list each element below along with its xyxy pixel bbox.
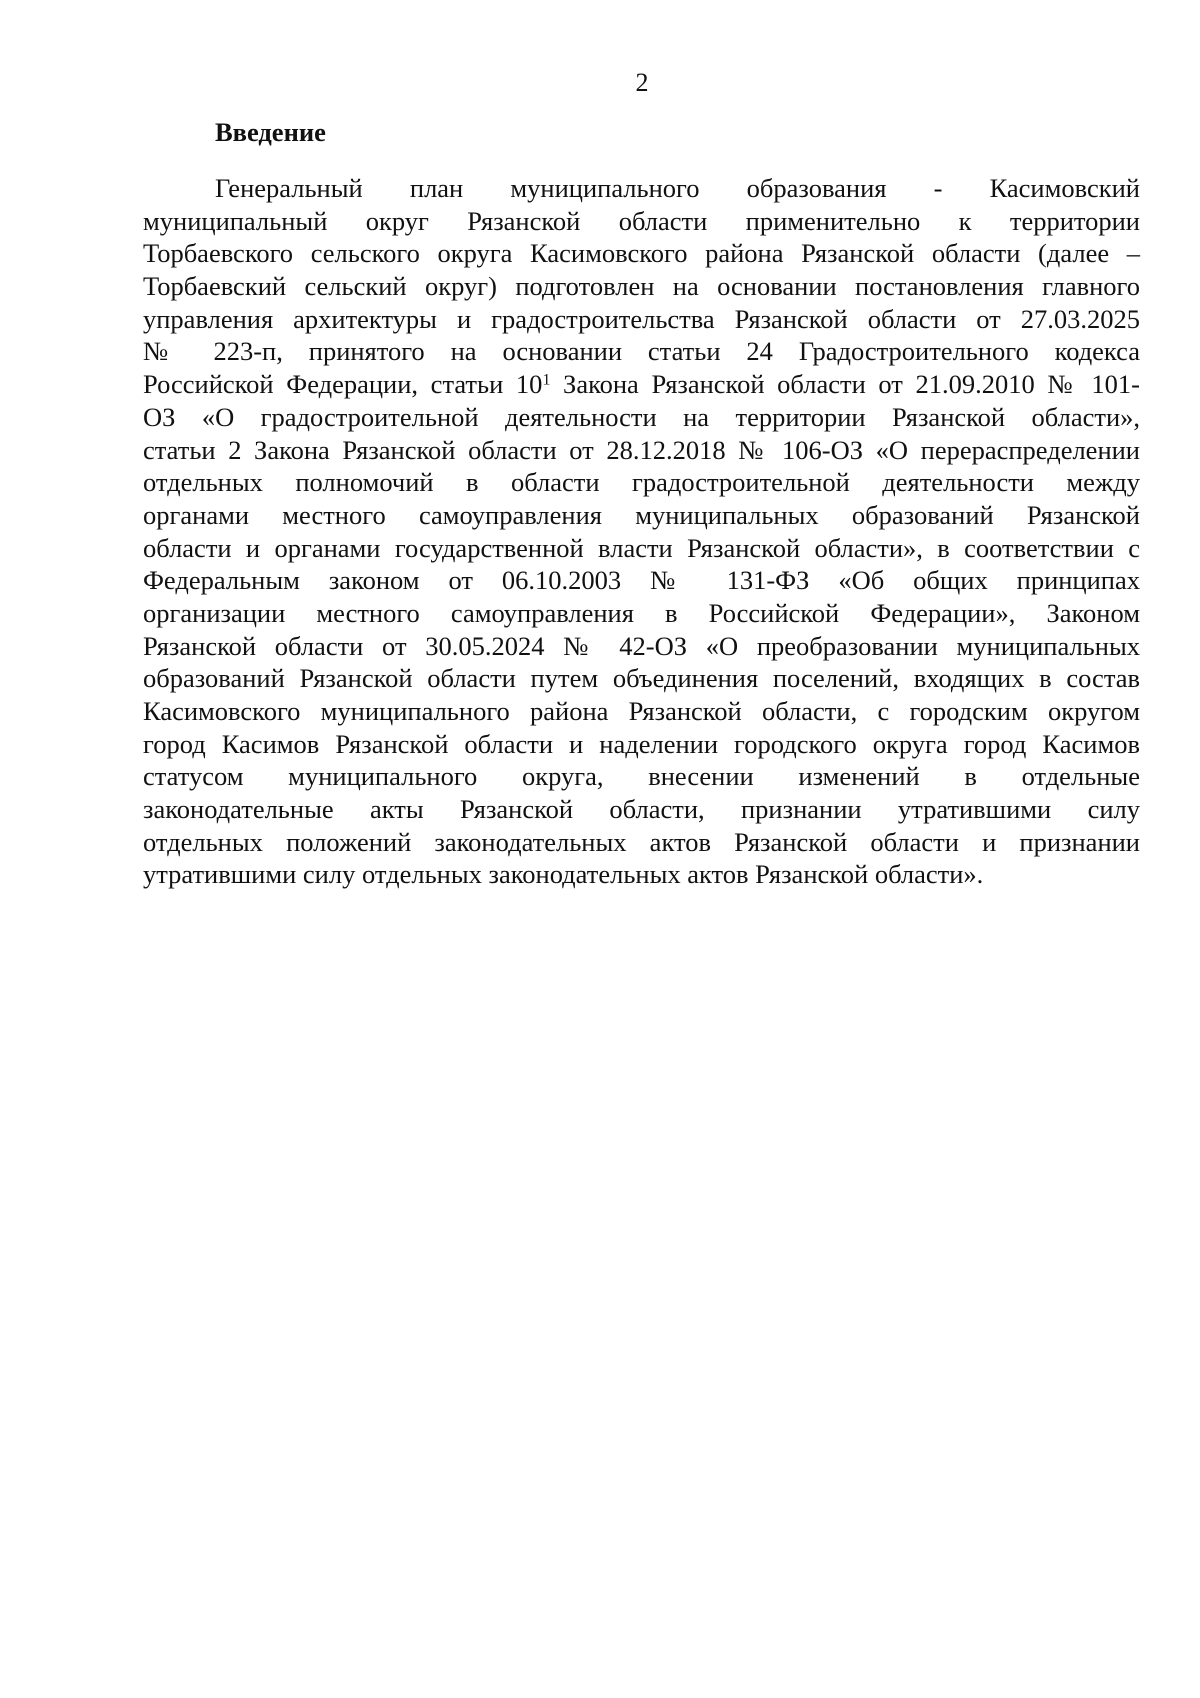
paragraph-line: области и органами государственной власти Рязанской области», в соответствии с (143, 532, 1140, 563)
paragraph-line (143, 368, 1140, 401)
paragraph-line: организации местного самоуправления в Российской Федерации», Законом (143, 597, 1140, 628)
paragraph-line: Рязанской области от 30.05.2024 № 42-ОЗ «О преобразовании муниципальных (143, 630, 1140, 661)
paragraph-line: Федеральным законом от 06.10.2003 № 131-ФЗ «Об общих принципах (143, 565, 1140, 596)
paragraph-line: законодательные акты Рязанской области, признании утратившими силу (143, 794, 1140, 825)
paragraph-line: статусом муниципального округа, внесении изменений в отдельные (143, 761, 1140, 792)
superscript: 1 (542, 371, 551, 389)
paragraph-line: органами местного самоуправления муниципальных образований Рязанской (143, 499, 1140, 530)
introduction-paragraph (143, 172, 1140, 891)
paragraph-line: Генеральный план муниципального образования - Касимовский (215, 173, 1140, 203)
paragraph-line: отдельных полномочий в области градостроительной деятельности между (143, 467, 1140, 498)
paragraph-line: № 223-п, принятого на основании статьи 24 Градостроительного кодекса (143, 336, 1140, 367)
paragraph-line: управления архитектуры и градостроительства Рязанской области от 27.03.2025 (143, 303, 1140, 334)
paragraph-line: Торбаевского сельского округа Касимовского района Рязанской области (далее – (143, 238, 1140, 269)
line-text: Российской Федерации, статьи 10 (143, 369, 543, 400)
page-number: 2 (635, 68, 649, 97)
section-heading: Введение (215, 117, 326, 147)
paragraph-line: ОЗ «О градостроительной деятельности на территории Рязанской области», (143, 401, 1140, 432)
paragraph-line: образований Рязанской области путем объединения поселений, входящих в состав (143, 663, 1140, 694)
line-text: Закона Рязанской области от 21.09.2010 № 101- (550, 369, 1140, 400)
paragraph-line: Торбаевский сельский округ) подготовлен на основании постановления главного (143, 271, 1140, 302)
paragraph-line: Касимовского муниципального района Рязанской области, с городским округом (143, 696, 1140, 726)
paragraph-line: статьи 2 Закона Рязанской области от 28.12.2018 № 106-ОЗ «О перераспределении (143, 434, 1140, 465)
paragraph-line: город Касимов Рязанской области и наделении городского округа город Касимов (143, 728, 1140, 759)
paragraph-line: утратившими силу отдельных законодательных актов Рязанской области». (143, 859, 984, 890)
paragraph-line: отдельных положений законодательных актов Рязанской области и признании (143, 826, 1140, 857)
paragraph-line: муниципальный округ Рязанской области применительно к территории (143, 205, 1140, 236)
